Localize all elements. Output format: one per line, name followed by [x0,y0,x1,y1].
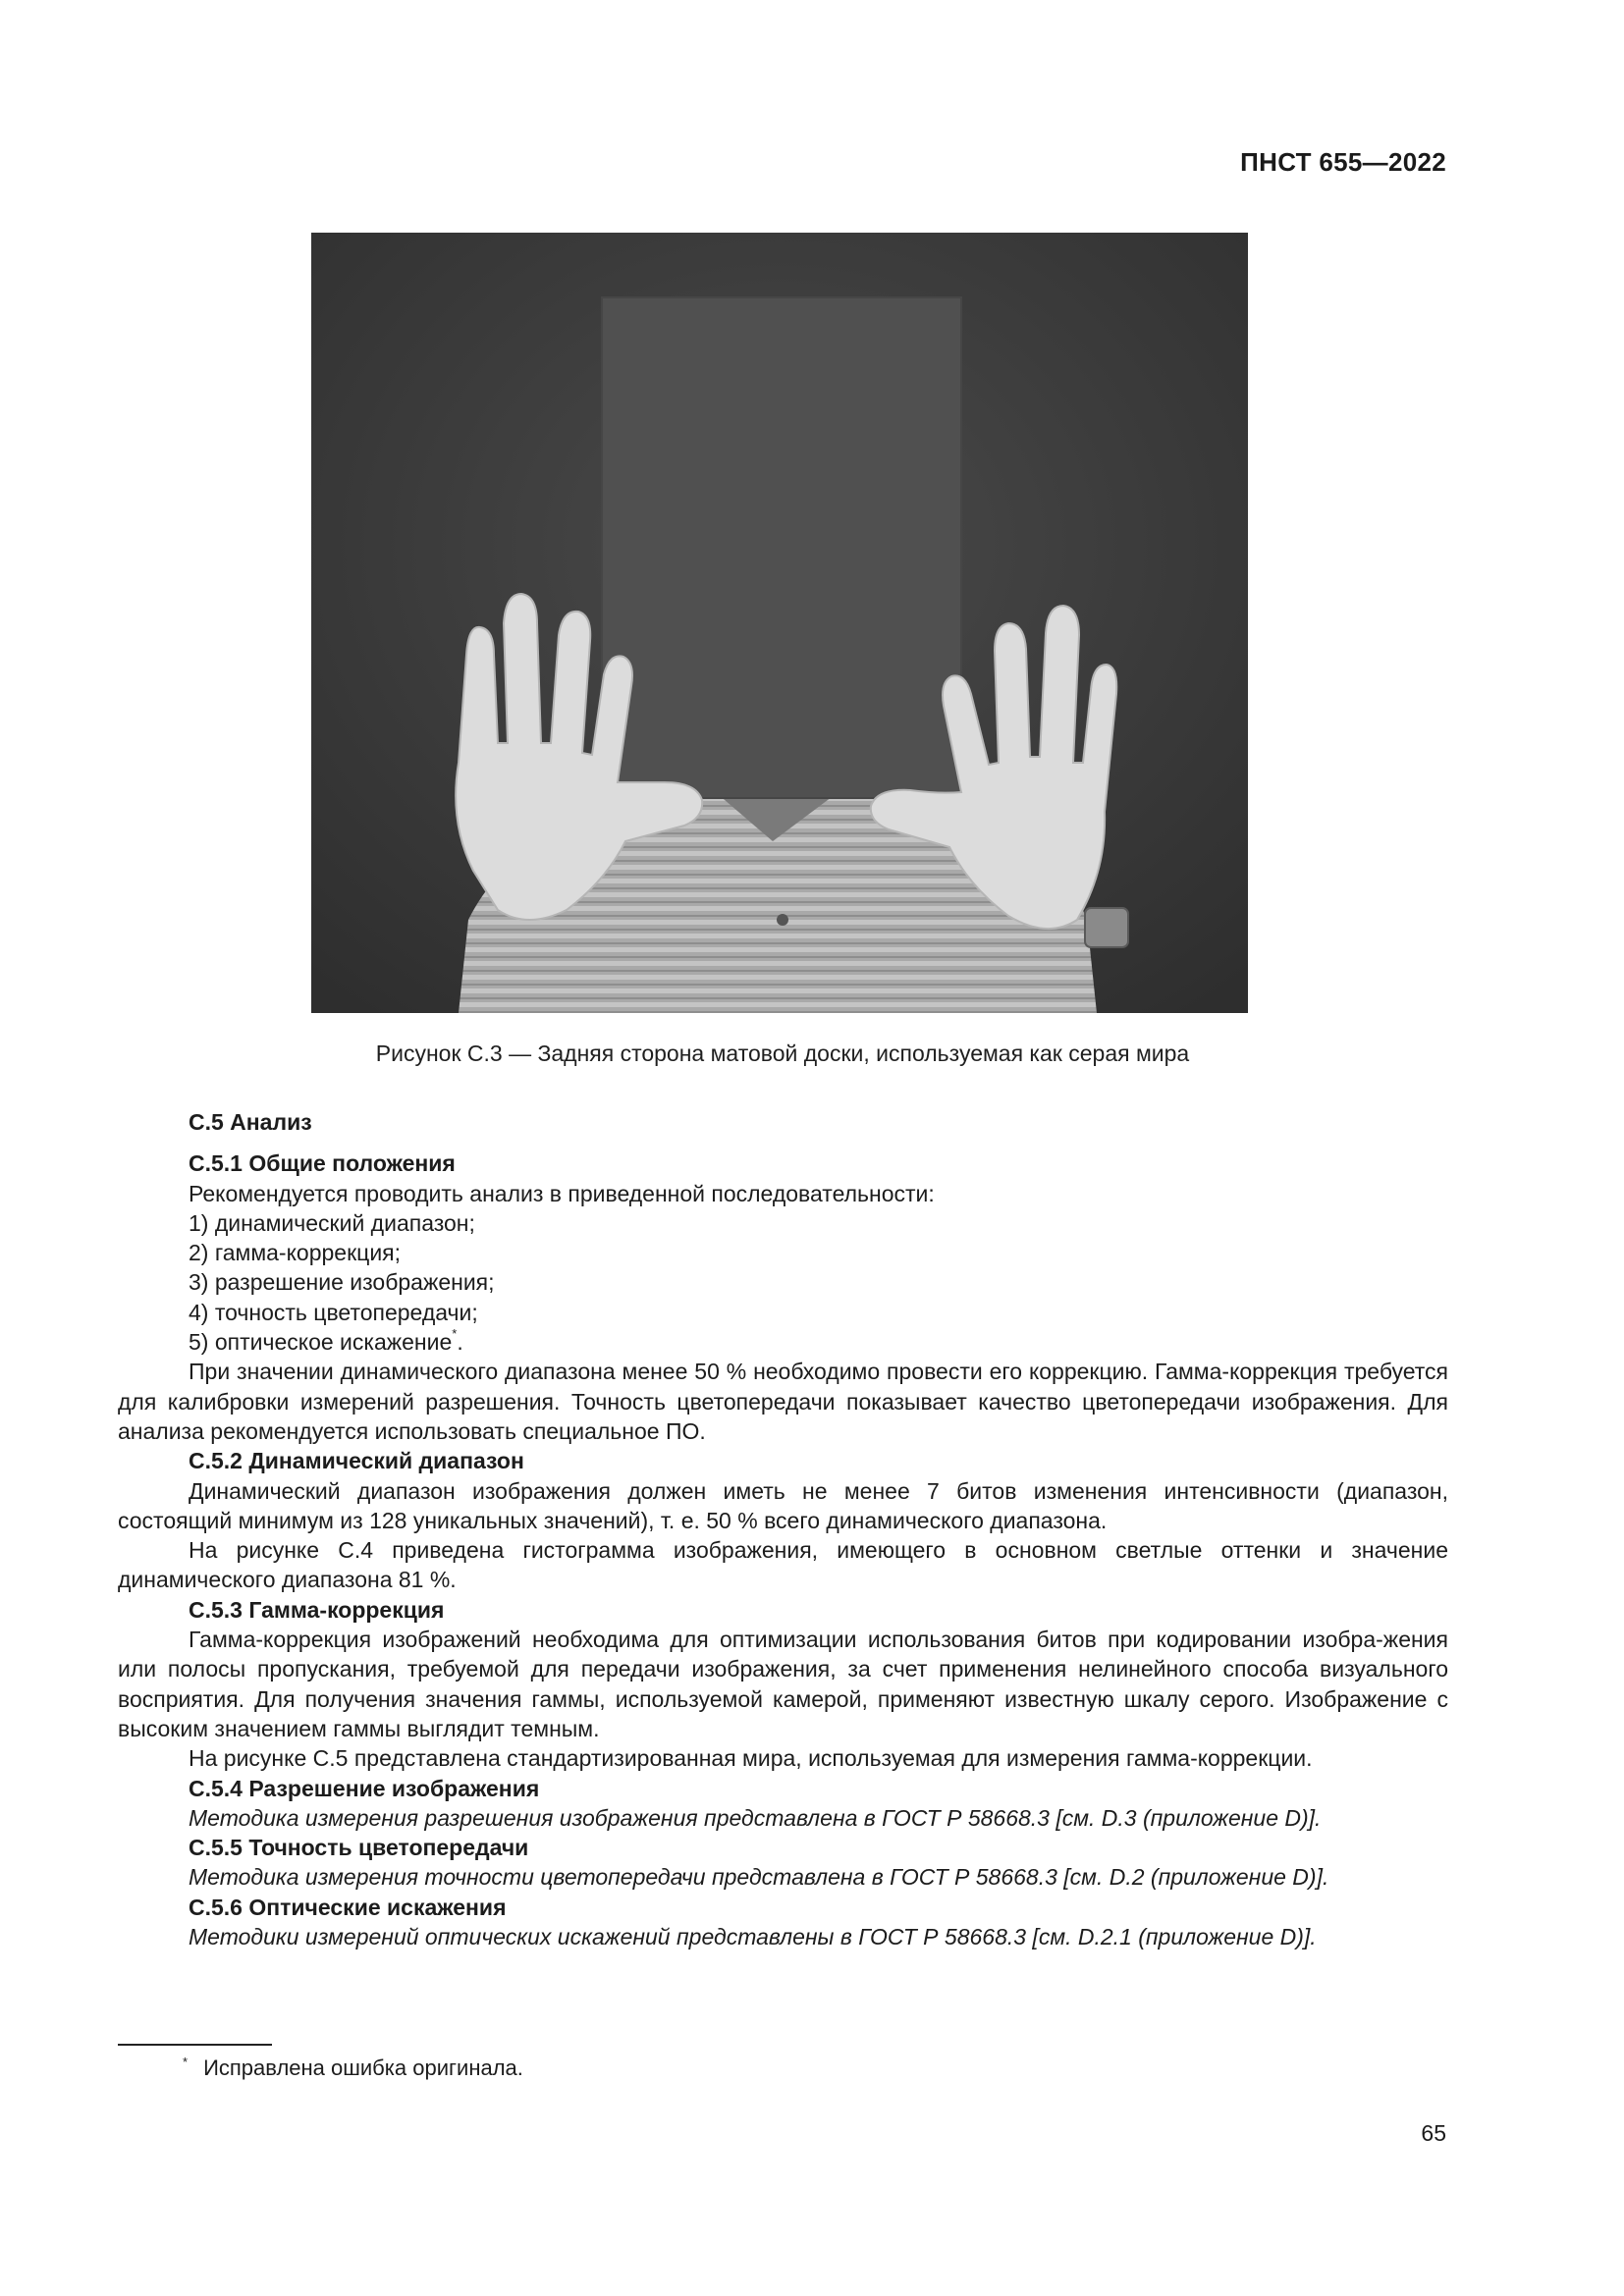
document-code: ПНСТ 655—2022 [1240,147,1446,177]
body-text [118,1107,1448,1951]
section-c53-paragraph-1: Гамма-коррекция изображений необходима для оптимизации использования битов при кодировании изобра-жения или полосы пропускания, требуемой для передачи изображения, за счет применения нелинейного способа визуального восприятия. Для получения значения гаммы, используемой камерой, применяют известную шкалу серого. Изображение с высоким значением гаммы выглядит темным. [118,1627,1448,1741]
section-c54-paragraph: Методика измерения разрешения изображения представлена в ГОСТ Р 58668.3 [см. D.3 (приложение D)]. [189,1804,1322,1831]
figure-caption: Рисунок С.3 — Задняя сторона матовой доски, используемая как серая мира [375,1041,1190,1066]
footnote-mark: * [183,2055,189,2069]
list-item: 1) динамический диапазон; [189,1209,475,1236]
section-c5-title: С.5 Анализ [189,1109,312,1135]
section-c56-paragraph: Методики измерений оптических искажений представлены в ГОСТ Р 58668.3 [см. D.2.1 (приложение D)]. [189,1924,1317,1950]
footnote-text: Исправлена ошибка оригинала. [203,2056,523,2080]
section-c52-title: С.5.2 Динамический диапазон [189,1448,524,1474]
footnote-divider [118,2044,272,2046]
footnote [183,2056,523,2081]
section-c53-paragraph-2: На рисунке С.5 представлена стандартизированная мира, используемая для измерения гамма-коррекции. [189,1745,1313,1772]
section-c55-paragraph: Методика измерения точности цветопередачи представлена в ГОСТ Р 58668.3 [см. D.2 (приложение D)]. [189,1864,1329,1891]
gray-board-photo [311,233,1248,1013]
list-item: 2) гамма-коррекция; [189,1240,402,1266]
list-item-text: 5) оптическое искажение [189,1329,453,1356]
page-number: 65 [1421,2120,1446,2146]
section-c51-title: С.5.1 Общие положения [189,1150,456,1177]
list-item: 3) разрешение изображения; [189,1269,495,1296]
list-item: 4) точность цветопередачи; [189,1299,478,1325]
section-c51-intro: Рекомендуется проводить анализ в приведенной последовательности: [189,1180,935,1206]
section-c54-title: С.5.4 Разрешение изображения [189,1775,540,1801]
figure-photo [311,233,1248,1013]
section-c52-paragraph-2: На рисунке С.4 приведена гистограмма изображения, имеющего в основном светлые оттенки и значение динамического диапазона 81 %. [118,1537,1448,1593]
footnote-ref: * [452,1326,458,1342]
section-c56-title: С.5.6 Оптические искажения [189,1894,507,1920]
list-item [118,1327,1448,1357]
list-item-tail: . [457,1329,463,1356]
section-c51-paragraph: При значении динамического диапазона менее 50 % необходимо провести его коррекцию. Гамма-коррекция требуется для калибровки измерений разрешения. Точность цветопередачи показывает качество цветопередачи изображения. Для анализа рекомендуется использовать специальное ПО. [118,1359,1448,1444]
section-c53-title: С.5.3 Гамма-коррекция [189,1596,445,1623]
section-c52-paragraph-1: Динамический диапазон изображения должен иметь не менее 7 битов изменения интенсивности (диапазон, состоящий минимум из 128 уникальных значений), т. е. 50 % всего динамического диапазона. [118,1477,1448,1533]
section-c55-title: С.5.5 Точность цветопередачи [189,1835,529,1861]
